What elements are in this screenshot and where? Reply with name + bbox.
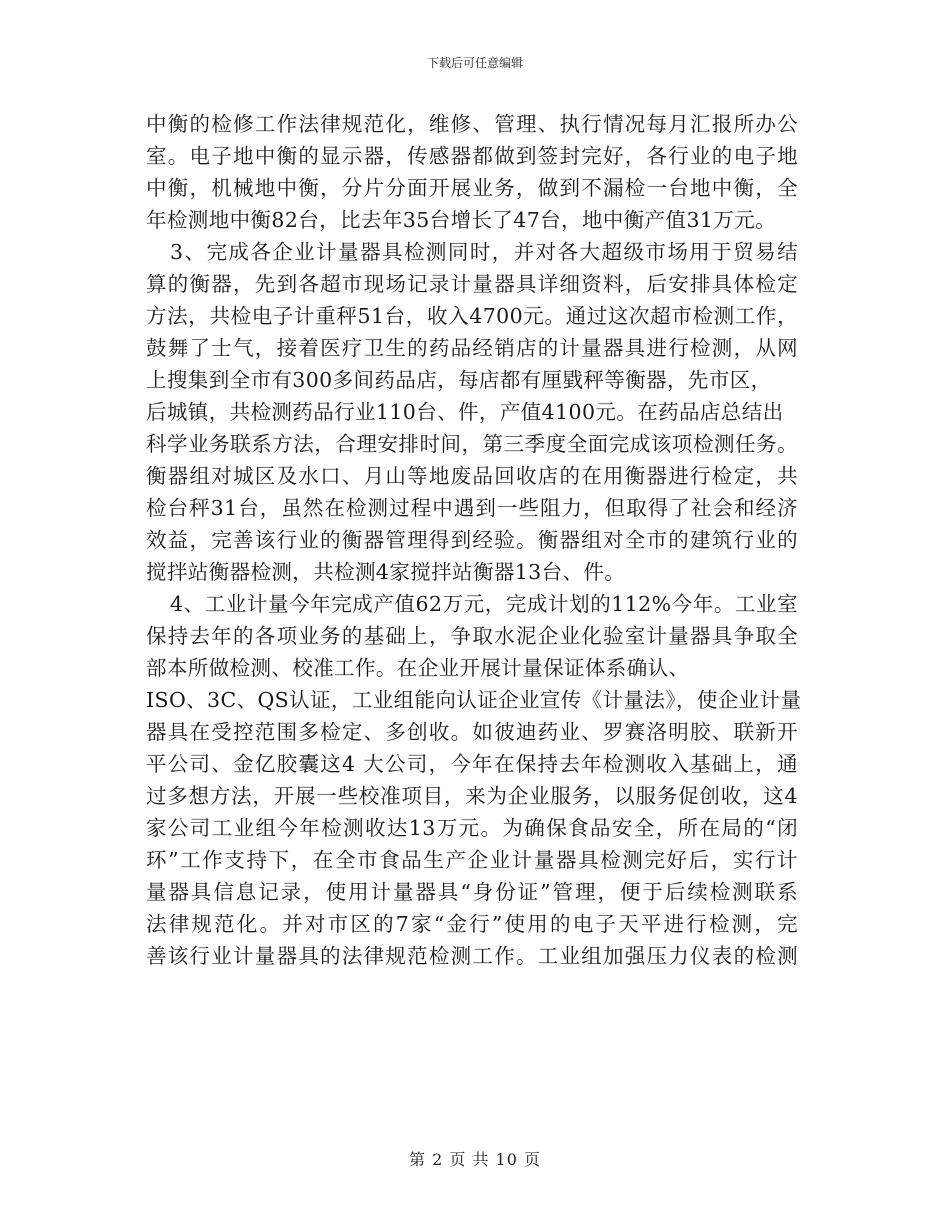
text-line: 器具在受控范围多检定、多创收。如彼迪药业、罗赛洛明胶、联新开 [146, 720, 798, 744]
text-line: 部本所做检测、校准工作。在企业开展计量保证体系确认、 [146, 656, 690, 680]
text-line: 4、工业计量今年完成产值62万元，完成计划的112%今年。工业室 [170, 592, 798, 616]
text-line: 量器具信息记录，使用计量器具“身份证”管理，便于后续检测联系 [146, 880, 798, 904]
text-line: ISO、3C、QS认证，工业组能向认证企业宣传《计量法》，使企业计量 [146, 688, 802, 712]
text-line: 年检测地中衡82台，比去年35台增长了47台，地中衡产值31万元。 [146, 208, 777, 232]
text-line: 平公司、金亿胶囊这4 大公司，今年在保持去年检测收入基础上，通 [146, 752, 798, 776]
text-line: 方法，共检电子计重秤51台，收入4700元。通过这次超市检测工作， [146, 304, 798, 328]
text-line: 环”工作支持下，在全市食品生产企业计量器具检测完好后，实行计 [146, 848, 798, 872]
text-line: 检台秤31台，虽然在检测过程中遇到一些阻力，但取得了社会和经济 [146, 496, 798, 520]
text-line: 效益，完善该行业的衡器管理得到经验。衡器组对全市的建筑行业的 [146, 528, 798, 552]
text-line: 中衡的检修工作法律规范化，维修、管理、执行情况每月汇报所办公 [146, 112, 798, 136]
document-body [146, 108, 802, 972]
text-line: 上搜集到全市有300多间药品店，每店都有厘戥秤等衡器，先市区， [146, 368, 772, 392]
page-number-footer: 第 2 页 共 10 页 [409, 1150, 541, 1169]
text-line: 搅拌站衡器检测，共检测4家搅拌站衡器13台、件。 [146, 560, 626, 584]
header-note: 下载后可任意编辑 [426, 56, 523, 70]
text-line: 室。电子地中衡的显示器，传感器都做到签封完好，各行业的电子地 [146, 144, 798, 168]
text-line: 后城镇，共检测药品行业110台、件，产值4100元。在药品店总结出 [146, 400, 784, 424]
text-line: 鼓舞了士气，接着医疗卫生的药品经销店的计量器具进行检测，从网 [146, 336, 798, 360]
text-line: 法律规范化。并对市区的7家“金行”使用的电子天平进行检测，完 [146, 912, 798, 936]
text-line: 过多想方法，开展一些校准项目，来为企业服务，以服务促创收，这4 [146, 784, 798, 808]
text-line: 衡器组对城区及水口、月山等地废品回收店的在用衡器进行检定，共 [146, 464, 798, 488]
text-line: 3、完成各企业计量器具检测同时，并对各大超级市场用于贸易结 [170, 240, 798, 264]
text-line: 算的衡器，先到各超市现场记录计量器具详细资料，后安排具体检定 [146, 272, 798, 296]
text-line: 家公司工业组今年检测收达13万元。为确保食品安全，所在局的“闭 [146, 816, 798, 840]
text-line: 善该行业计量器具的法律规范检测工作。工业组加强压力仪表的检测 [146, 944, 798, 968]
text-line: 中衡，机械地中衡，分片分面开展业务，做到不漏检一台地中衡，全 [146, 176, 798, 200]
text-line: 保持去年的各项业务的基础上，争取水泥企业化验室计量器具争取全 [146, 624, 798, 648]
text-line: 科学业务联系方法，合理安排时间，第三季度全面完成该项检测任务。 [146, 432, 798, 456]
